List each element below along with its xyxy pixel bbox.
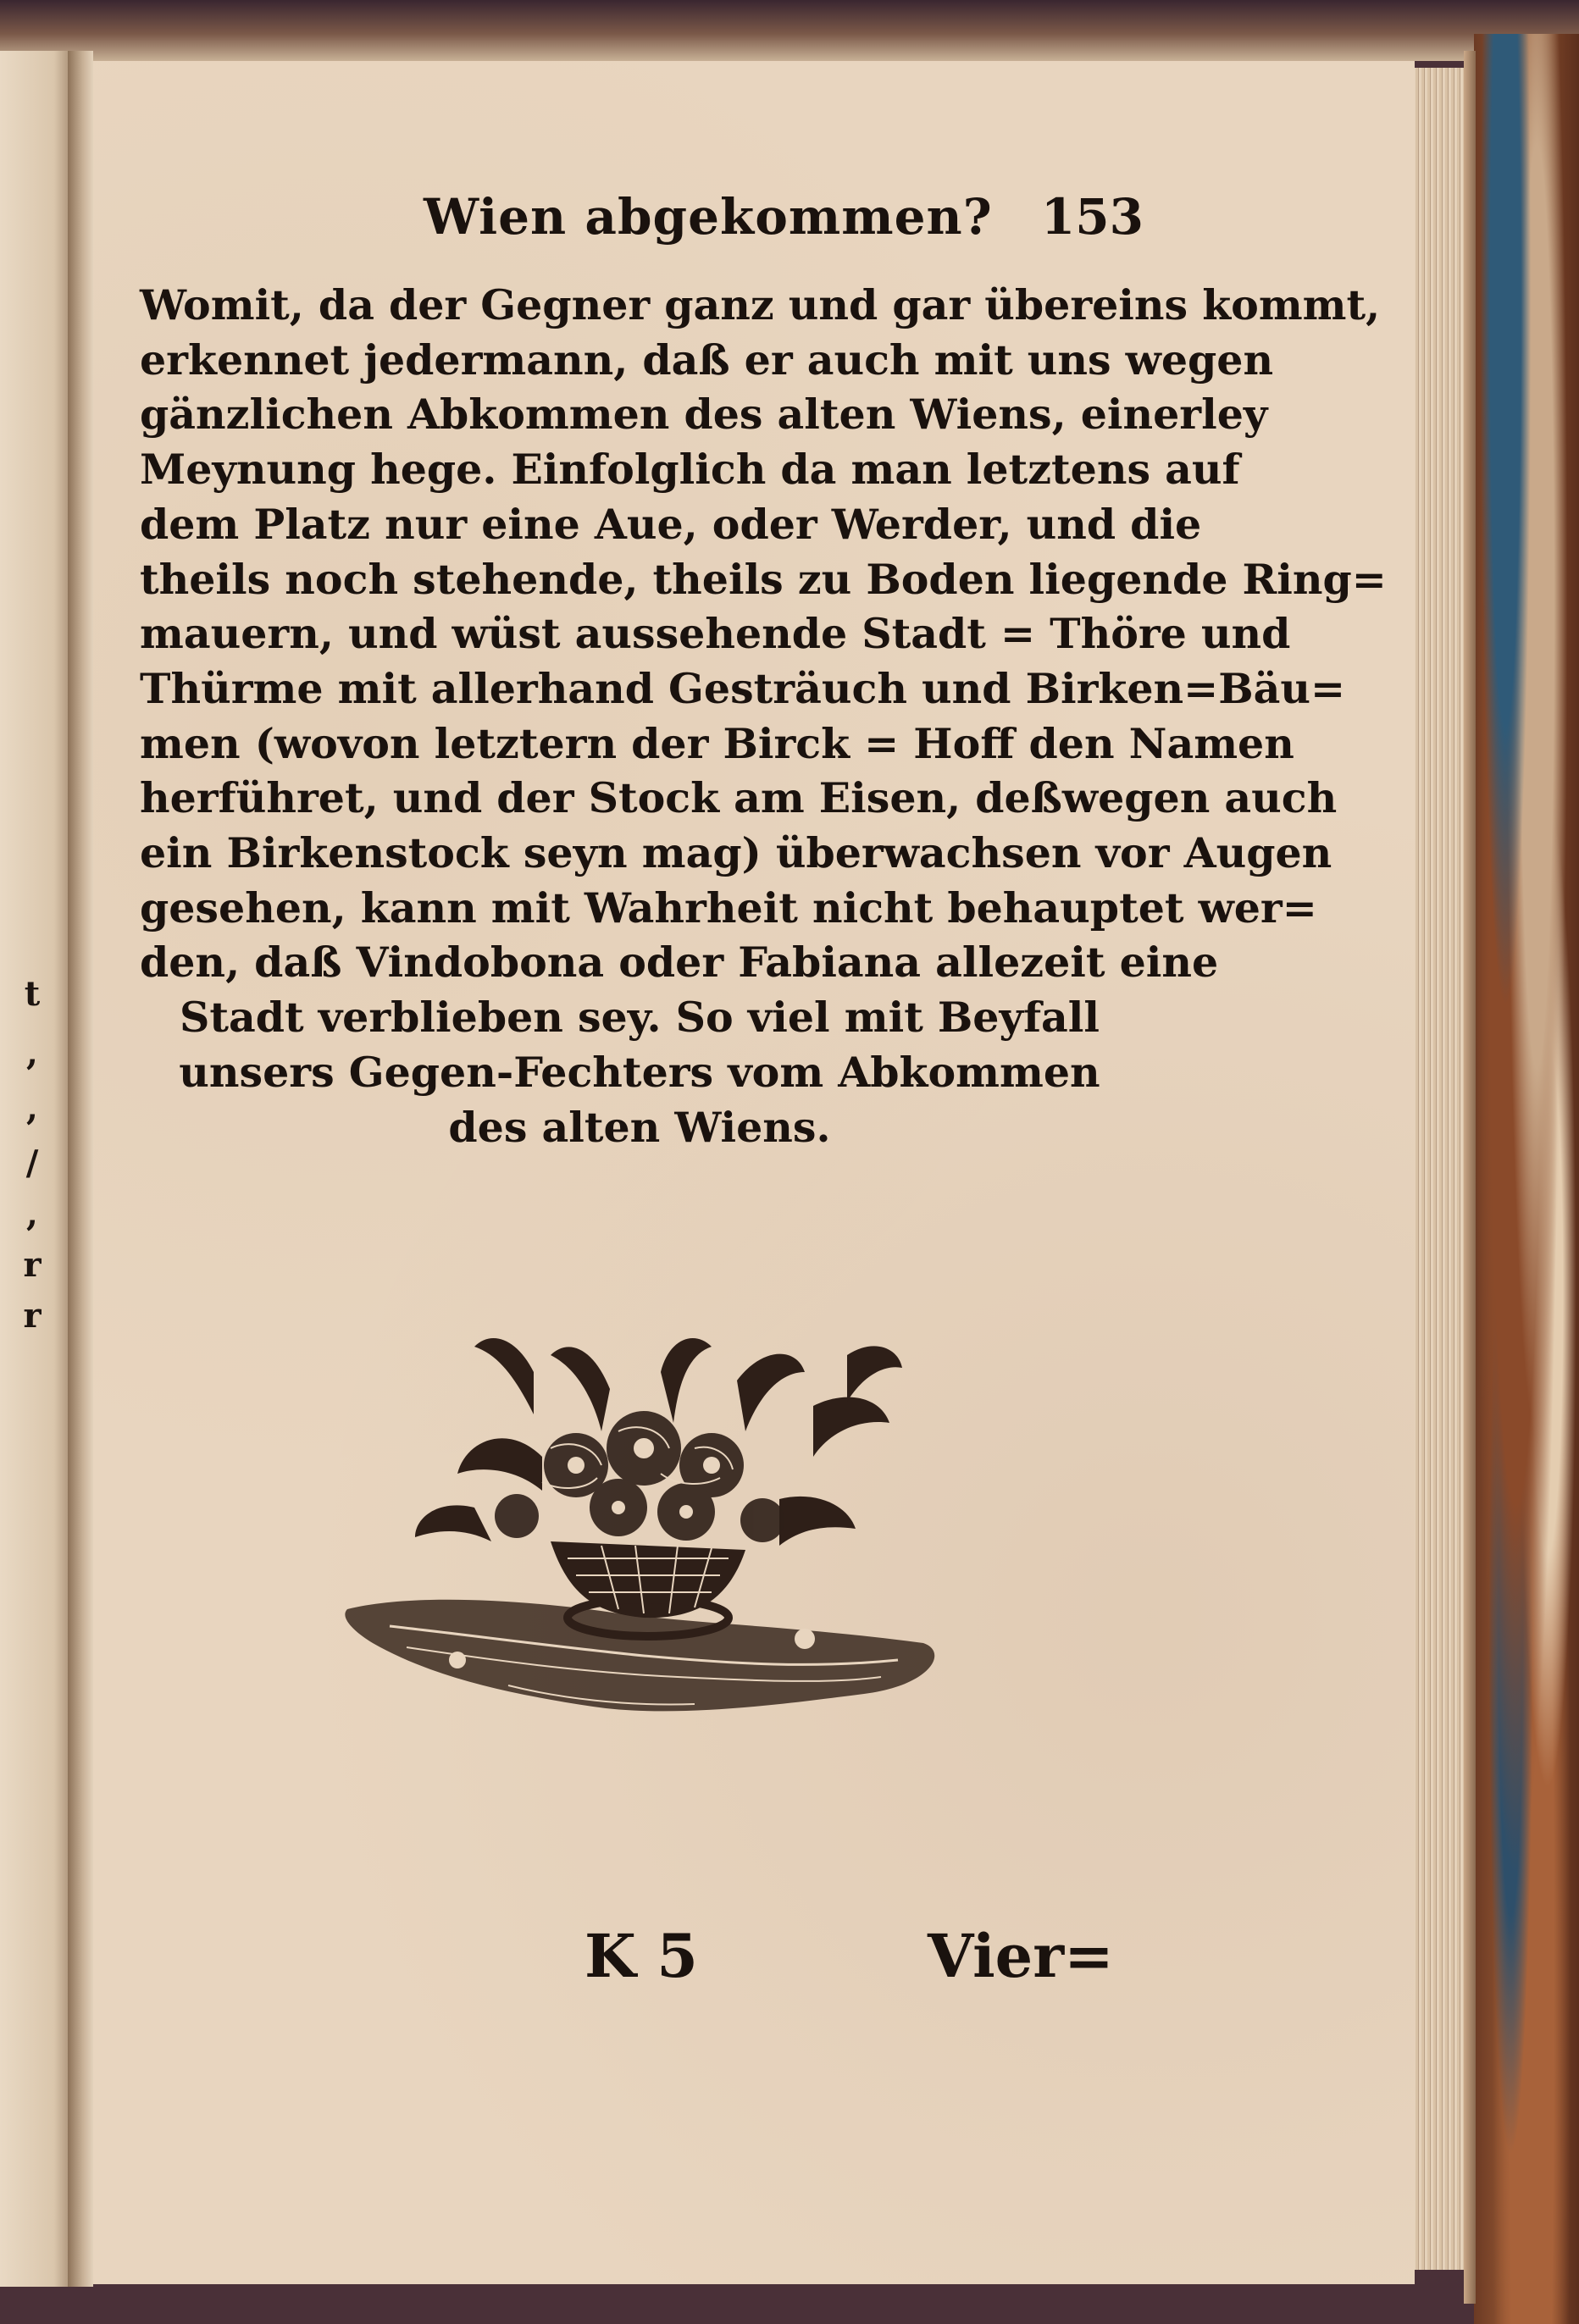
text-line: ein Birkenstock seyn mag) überwachsen vor Augen (140, 828, 1332, 878)
left-margin-glyph: r (23, 1245, 42, 1285)
left-page-fragment (0, 51, 68, 2287)
left-margin-glyph: r (23, 1296, 42, 1336)
page-header (398, 188, 1144, 256)
text-line: herführet, und der Stock am Eisen, deßwegen auch (140, 773, 1338, 823)
book-gutter (68, 51, 93, 2287)
catchword: Vier= (928, 1921, 1114, 1991)
closing-line: Stadt verblieben sey. So viel mit Beyfall (179, 993, 1100, 1043)
text-line: theils noch stehende, theils zu Boden liegende Ring= (140, 554, 1387, 604)
left-margin-glyph: / (25, 1143, 39, 1183)
left-margin-glyph: t (24, 974, 41, 1014)
flower-basket-vignette (339, 1321, 966, 1779)
text-line: men (wovon letztern der Birck = Hoff den Namen (140, 718, 1294, 768)
text-line: den, daß Vindobona oder Fabiana allezeit eine (140, 938, 1219, 988)
text-line: Womit, da der Gegner ganz und gar übereins kommt, (140, 280, 1381, 329)
body-text (140, 278, 1387, 1154)
left-margin-glyph: , (26, 1033, 38, 1073)
text-line: Thürme mit allerhand Gesträuch und Birken=Bäu= (140, 663, 1346, 713)
page-number: 153 (1040, 188, 1144, 246)
text-line: gänzlichen Abkommen des alten Wiens, einerley (140, 390, 1268, 440)
left-margin-glyph: , (26, 1088, 38, 1128)
closing-line: unsers Gegen-Fechters vom Abkommen (179, 1047, 1100, 1097)
text-line: erkennet jedermann, daß er auch mit uns wegen (140, 335, 1274, 385)
closing-line: des alten Wiens. (448, 1102, 831, 1152)
book-top-edge (0, 0, 1579, 61)
fore-edge (1464, 51, 1476, 2304)
text-line: mauern, und wüst aussehende Stadt = Thöre und (140, 609, 1291, 659)
text-line: dem Platz nur eine Aue, oder Werder, und die (140, 499, 1202, 549)
text-line: Meynung hege. Einfolglich da man letztens auf (140, 445, 1240, 495)
text-line: gesehen, kann mit Wahrheit nicht behauptet wer= (140, 883, 1317, 932)
running-title: Wien abgekommen? (424, 188, 993, 246)
marbled-cover (1474, 34, 1579, 2324)
signature-mark: K 5 (585, 1921, 698, 1991)
left-margin-glyph: , (26, 1194, 38, 1234)
